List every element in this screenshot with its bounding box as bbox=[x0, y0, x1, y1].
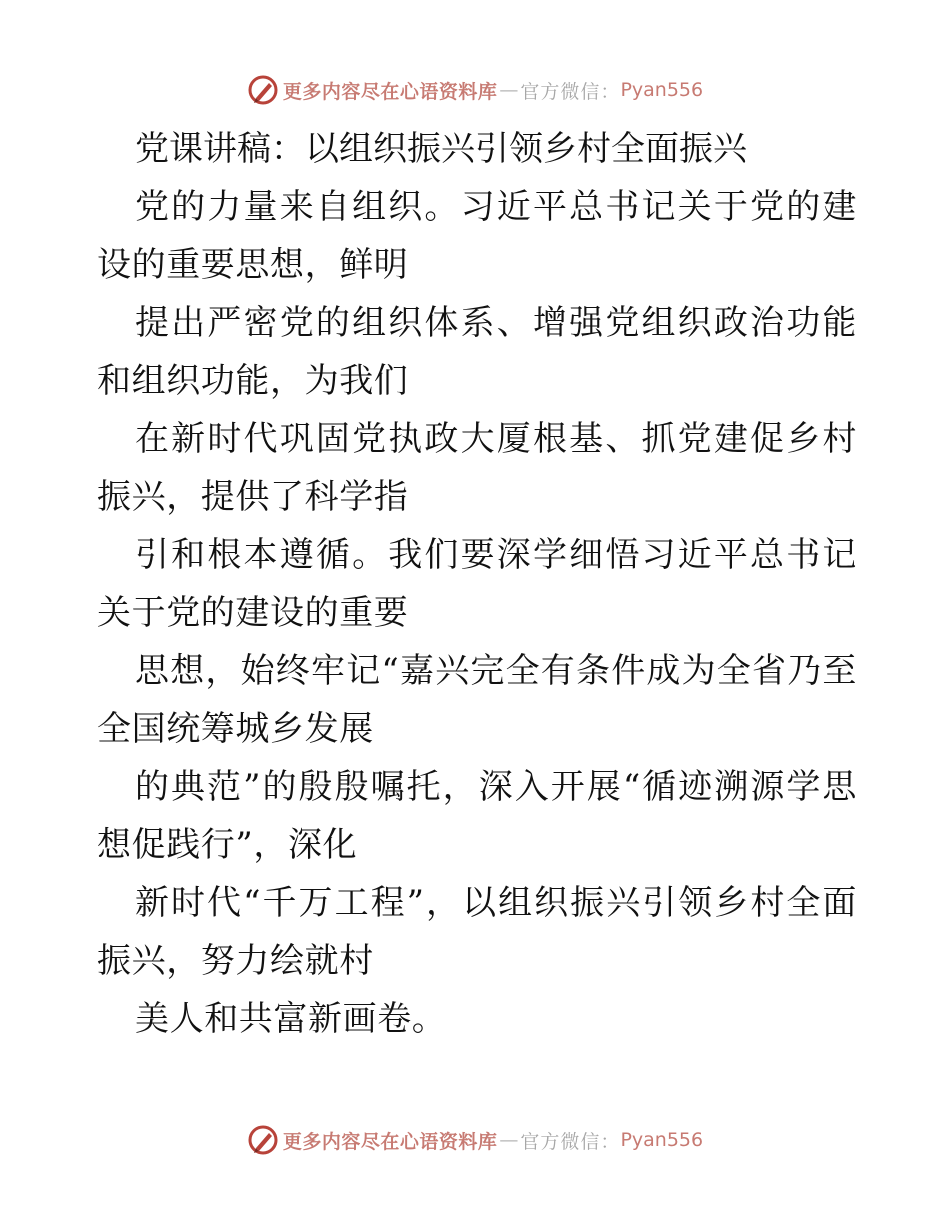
paragraph-line: 的典范”的殷殷嘱托，深入开展“循迹溯源学思想促践行”，深化 bbox=[97, 767, 857, 865]
paragraph-line: 党的力量来自组织。习近平总书记关于党的建设的重要思想，鲜明 bbox=[97, 187, 857, 285]
banner-wechat-label: 官方微信： bbox=[520, 1130, 621, 1153]
banner-dash: — bbox=[499, 79, 519, 101]
paragraph-line: 在新时代巩固党执政大厦根基、抓党建促乡村振兴，提供了科学指 bbox=[97, 419, 857, 517]
paragraph-line: 美人和共富新画卷。 bbox=[135, 999, 447, 1039]
document-body bbox=[97, 120, 857, 1048]
banner-text: 更多内容尽在心语资料库 bbox=[282, 1130, 498, 1153]
banner-wechat-id: Pyan556 bbox=[620, 1129, 704, 1151]
paragraph-line: 思想，始终牢记“嘉兴完全有条件成为全省乃至全国统筹城乡发展 bbox=[97, 651, 857, 749]
document-title: 党课讲稿：以组织振兴引领乡村全面振兴 bbox=[135, 129, 747, 169]
paragraph-line: 新时代“千万工程”，以组织振兴引领乡村全面振兴，努力绘就村 bbox=[97, 883, 857, 981]
pen-logo-icon bbox=[247, 1124, 279, 1156]
banner-dash: — bbox=[499, 1129, 519, 1151]
header-watermark-banner bbox=[0, 70, 950, 110]
footer-watermark-banner bbox=[0, 1120, 950, 1160]
pen-logo-icon bbox=[247, 74, 279, 106]
banner-text: 更多内容尽在心语资料库 bbox=[282, 80, 498, 103]
paragraph-line: 引和根本遵循。我们要深学细悟习近平总书记关于党的建设的重要 bbox=[97, 535, 857, 633]
paragraph-line: 提出严密党的组织体系、增强党组织政治功能和组织功能，为我们 bbox=[97, 303, 857, 401]
banner-wechat-id: Pyan556 bbox=[620, 79, 704, 101]
banner-wechat-label: 官方微信： bbox=[520, 80, 621, 103]
